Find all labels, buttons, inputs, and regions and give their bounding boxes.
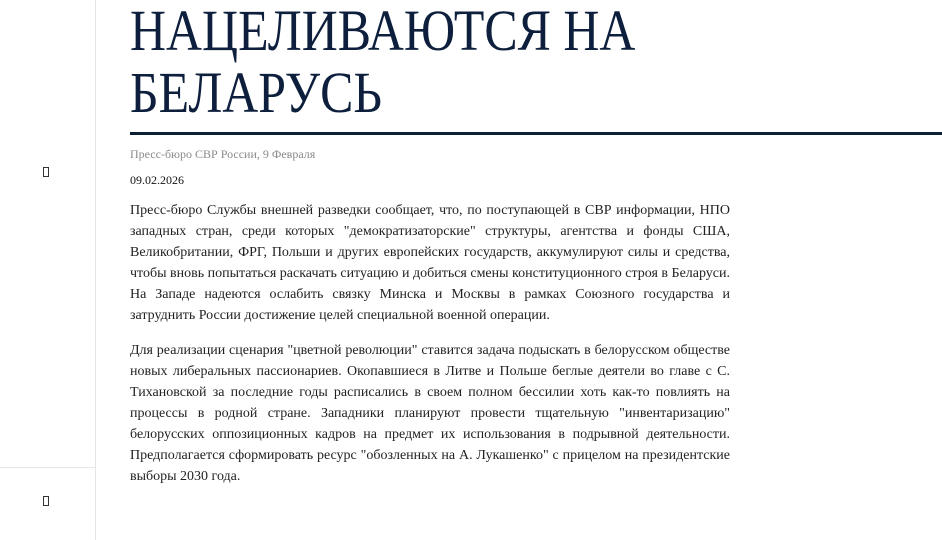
article-source: Пресс-бюро СВР России, 9 Февраля (130, 147, 316, 161)
sidebar-top-icon[interactable] (43, 167, 49, 177)
sidebar-bottom-icon[interactable] (43, 496, 49, 506)
sidebar (0, 0, 96, 540)
title-divider (130, 132, 942, 135)
title-line-1: НАЦЕЛИВАЮТСЯ НА (130, 0, 636, 63)
article-body (130, 200, 730, 501)
article-title (130, 0, 635, 124)
paragraph: Пресс-бюро Службы внешней разведки сообщает, что, по поступающей в СВР информации, НПО западных стран, среди которых "демократизаторские" структуры, агентства и фонды США, Великобритании, ФРГ, Польши и других европейских государств, аккумулируют силы и средства, чтобы вновь попытаться раскачать ситуацию и добиться смены конституционного строя в Беларуси. На Западе надеются ослабить связку Минска и Москвы в рамках Союзного государства и затруднить России достижение целей специальной военной операции. (130, 203, 731, 323)
paragraph: Для реализации сценария "цветной революции" ставится задача подыскать в белорусском обществе новых либеральных пассионариев. Окопавшиеся в Литве и Польше беглые деятели во главе с С. Тихановской за последние годы расписались в своем полном бессилии хоть как-то повлиять на процессы в родной стране. Западники планируют провести тщательную "инвентаризацию" белорусских оппозиционных кадров на предмет их использования в подрывной деятельности. Предполагается сформировать ресурс "обозленных на А. Лукашенко" с прицелом на президентские выборы 2030 года. (130, 343, 730, 484)
sidebar-divider (0, 467, 95, 468)
title-line-2: БЕЛАРУСЬ (130, 60, 383, 125)
article-date: 09.02.2026 (130, 173, 184, 187)
